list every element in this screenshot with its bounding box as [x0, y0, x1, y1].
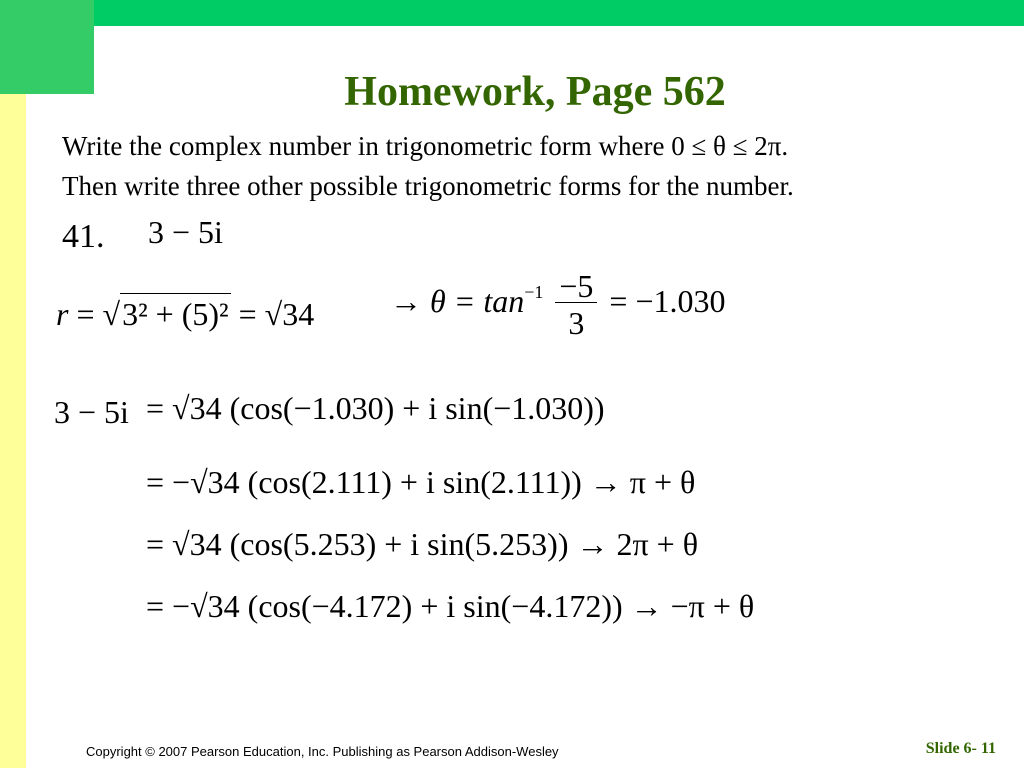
- form-row-1: [146, 392, 605, 424]
- theta-result: = −1.030: [609, 282, 726, 319]
- problem-expression: 3 − 5i: [148, 214, 223, 250]
- r-radicand: 3² + (5)²: [120, 293, 231, 332]
- instruction-line-1: Write the complex number in trigonometric form where 0 ≤ θ ≤ 2π.: [62, 131, 789, 161]
- r-equals: =: [76, 296, 95, 332]
- fraction-numerator: −5: [559, 268, 594, 304]
- theta-lhs: θ = tan: [430, 282, 525, 319]
- form-expression: = √34 (cos(−1.030) + i sin(−1.030)): [146, 390, 605, 426]
- form-row-4: [146, 590, 754, 622]
- r-result: = √34: [238, 296, 315, 332]
- form-expression: = −√34 (cos(−4.172) + i sin(−4.172)): [146, 588, 623, 624]
- form-lhs: 3 − 5i: [54, 394, 129, 430]
- r-symbol: r: [56, 296, 69, 332]
- slide-title: Homework, Page 562: [344, 69, 726, 115]
- theta-equation: [390, 270, 726, 339]
- form-note: → −π + θ: [630, 588, 755, 624]
- top-accent-bar: [0, 0, 1024, 26]
- problem-number: 41.: [62, 218, 105, 255]
- theta-fraction: [555, 270, 597, 339]
- inverse-exponent: −1: [524, 281, 544, 302]
- instruction-line-2: Then write three other possible trigonometric forms for the number.: [62, 171, 794, 201]
- slide-number: Slide 6- 11: [925, 740, 996, 757]
- form-expression: = √34 (cos(5.253) + i sin(5.253)): [146, 526, 569, 562]
- fraction-denominator: 3: [555, 302, 597, 339]
- r-equation: r = √3² + (5)² = √34: [56, 298, 314, 330]
- form-row-2: [146, 466, 695, 498]
- form-note: → 2π + θ: [576, 526, 699, 562]
- form-note: → π + θ: [589, 464, 696, 500]
- instructions: [62, 126, 1002, 206]
- copyright-text: Copyright © 2007 Pearson Education, Inc. Publishing as Pearson Addison-Wesley: [86, 744, 559, 759]
- arrow-icon: →: [390, 282, 422, 319]
- form-expression: = −√34 (cos(2.111) + i sin(2.111)): [146, 464, 582, 500]
- form-row-3: [146, 528, 698, 560]
